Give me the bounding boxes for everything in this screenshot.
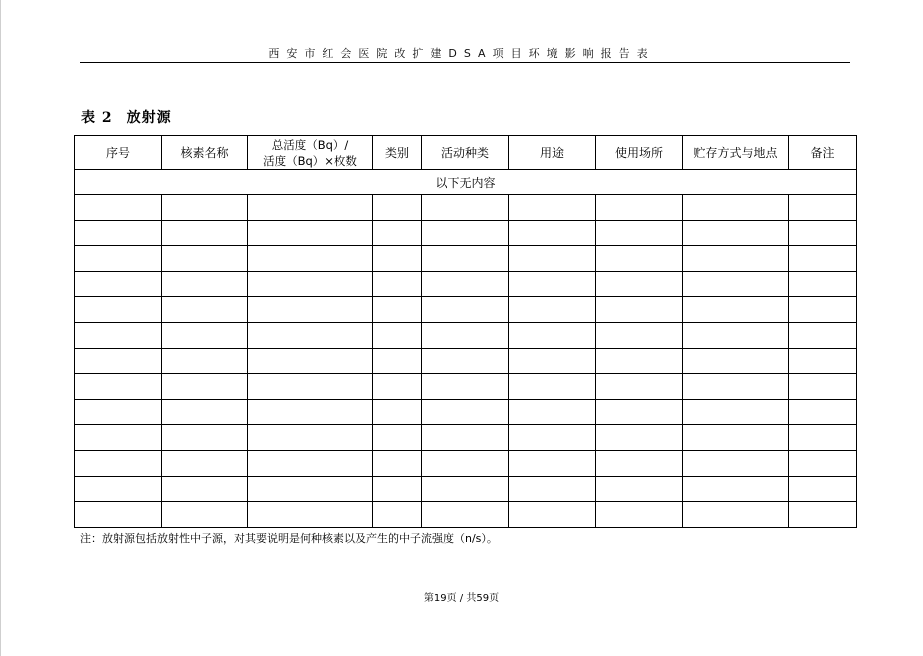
table-cell [789,399,857,425]
table-cell [373,374,422,400]
table-row [75,374,857,400]
table-cell [162,425,248,451]
table-row [75,348,857,374]
table-cell [596,220,683,246]
table-cell [422,271,509,297]
table-cell [248,450,373,476]
table-cell [509,220,596,246]
table-cell [509,322,596,348]
table-cell [248,348,373,374]
table-cell [162,399,248,425]
table-cell [422,502,509,528]
table-title [81,107,172,127]
table-cell [683,322,789,348]
table-header-row [75,136,857,170]
table-cell [683,348,789,374]
table-cell [75,246,162,272]
table-cell [683,425,789,451]
table-cell [596,425,683,451]
column-header-serial: 序号 [75,136,162,170]
table-cell [373,322,422,348]
table-cell [509,195,596,221]
table-cell [248,399,373,425]
table-row [75,476,857,502]
table-cell [683,297,789,323]
column-header-location: 使用场所 [596,136,683,170]
table-cell [162,220,248,246]
table-cell [75,322,162,348]
table-cell [162,322,248,348]
table-cell [596,399,683,425]
table-cell [683,399,789,425]
column-header-purpose: 用途 [509,136,596,170]
table-row [75,195,857,221]
table-cell [683,476,789,502]
table-cell [162,297,248,323]
table-cell [596,271,683,297]
table-name: 放射源 [126,110,172,126]
table-cell [509,425,596,451]
table-cell [373,246,422,272]
table-cell [248,246,373,272]
table-cell [789,246,857,272]
table-cell [509,476,596,502]
table-cell [422,374,509,400]
table-cell [789,271,857,297]
table-cell [422,220,509,246]
table-cell [422,348,509,374]
table-number: 表 2 [81,110,113,126]
table-cell [422,399,509,425]
table-cell [509,246,596,272]
table-cell [162,348,248,374]
table-cell [75,425,162,451]
table-cell [596,322,683,348]
table-cell [75,399,162,425]
table-row [75,322,857,348]
table-cell [422,195,509,221]
column-header-nuclide: 核素名称 [162,136,248,170]
column-header-category: 类别 [373,136,422,170]
table-cell [248,297,373,323]
table-cell [75,220,162,246]
table-cell [596,450,683,476]
table-cell [789,220,857,246]
table-row [75,502,857,528]
table-cell [422,476,509,502]
column-header-storage: 贮存方式与地点 [683,136,789,170]
table-cell [596,476,683,502]
no-content-row [75,170,857,195]
table-cell [509,374,596,400]
table-cell [596,348,683,374]
table-cell [789,425,857,451]
page-edge-line [0,0,1,656]
table-row [75,297,857,323]
table-cell [75,348,162,374]
table-footnote: 注：放射源包括放射性中子源，对其要说明是何种核素以及产生的中子流强度（n/s）。 [80,532,498,545]
table-cell [509,399,596,425]
table-row [75,425,857,451]
table-cell [75,195,162,221]
table-cell [789,502,857,528]
table-cell [509,297,596,323]
header-rule [80,62,850,63]
table-cell [789,195,857,221]
table-cell [248,374,373,400]
table-cell [422,246,509,272]
document-header: 西安市红会医院改扩建DSA项目环境影响报告表 [268,47,655,60]
table-row [75,399,857,425]
table-cell [75,297,162,323]
table-cell [683,502,789,528]
table-cell [248,322,373,348]
table-row [75,246,857,272]
table-cell [162,246,248,272]
radiation-source-table [74,135,857,528]
table-cell [422,297,509,323]
table-cell [75,271,162,297]
table-cell [373,220,422,246]
table-cell [509,348,596,374]
table-cell [75,374,162,400]
table-cell [683,220,789,246]
table-cell [373,348,422,374]
table-cell [75,502,162,528]
table-row [75,450,857,476]
table-cell [683,450,789,476]
table-row [75,220,857,246]
table-cell [789,476,857,502]
table-cell [162,271,248,297]
table-cell [509,271,596,297]
table-cell [422,450,509,476]
table-cell [596,246,683,272]
column-header-remarks: 备注 [789,136,857,170]
table-cell [509,502,596,528]
table-cell [162,450,248,476]
table-cell [596,195,683,221]
column-header-activity [248,136,373,170]
table-cell [596,297,683,323]
table-cell [789,374,857,400]
table-cell [248,425,373,451]
table-cell [422,425,509,451]
table-cell [596,502,683,528]
table-cell [373,271,422,297]
column-header-activity-type: 活动种类 [422,136,509,170]
table-cell [509,450,596,476]
table-cell [683,374,789,400]
table-cell [373,425,422,451]
table-cell [162,476,248,502]
table-cell [162,374,248,400]
column-header-activity-line2: 活度（Bq）×枚数 [263,153,357,168]
table-cell [162,502,248,528]
table-cell [683,271,789,297]
table-cell [373,297,422,323]
table-cell [75,450,162,476]
table-cell [683,195,789,221]
column-header-activity-line1: 总活度（Bq）/ [271,137,349,152]
table-cell [373,399,422,425]
table-cell [373,476,422,502]
table-cell [789,348,857,374]
table-cell [75,476,162,502]
table-cell [248,195,373,221]
table-cell [373,195,422,221]
table-cell [373,502,422,528]
page-number: 第19页 / 共59页 [423,593,500,604]
table-cell [373,450,422,476]
table-cell [789,450,857,476]
table-cell [248,220,373,246]
table-cell [596,374,683,400]
table-cell [789,322,857,348]
table-cell [248,476,373,502]
table-cell [422,322,509,348]
table-cell [789,297,857,323]
table-cell [683,246,789,272]
table-cell [248,271,373,297]
no-content-note: 以下无内容 [75,170,857,195]
table-cell [248,502,373,528]
table-cell [162,195,248,221]
table-row [75,271,857,297]
